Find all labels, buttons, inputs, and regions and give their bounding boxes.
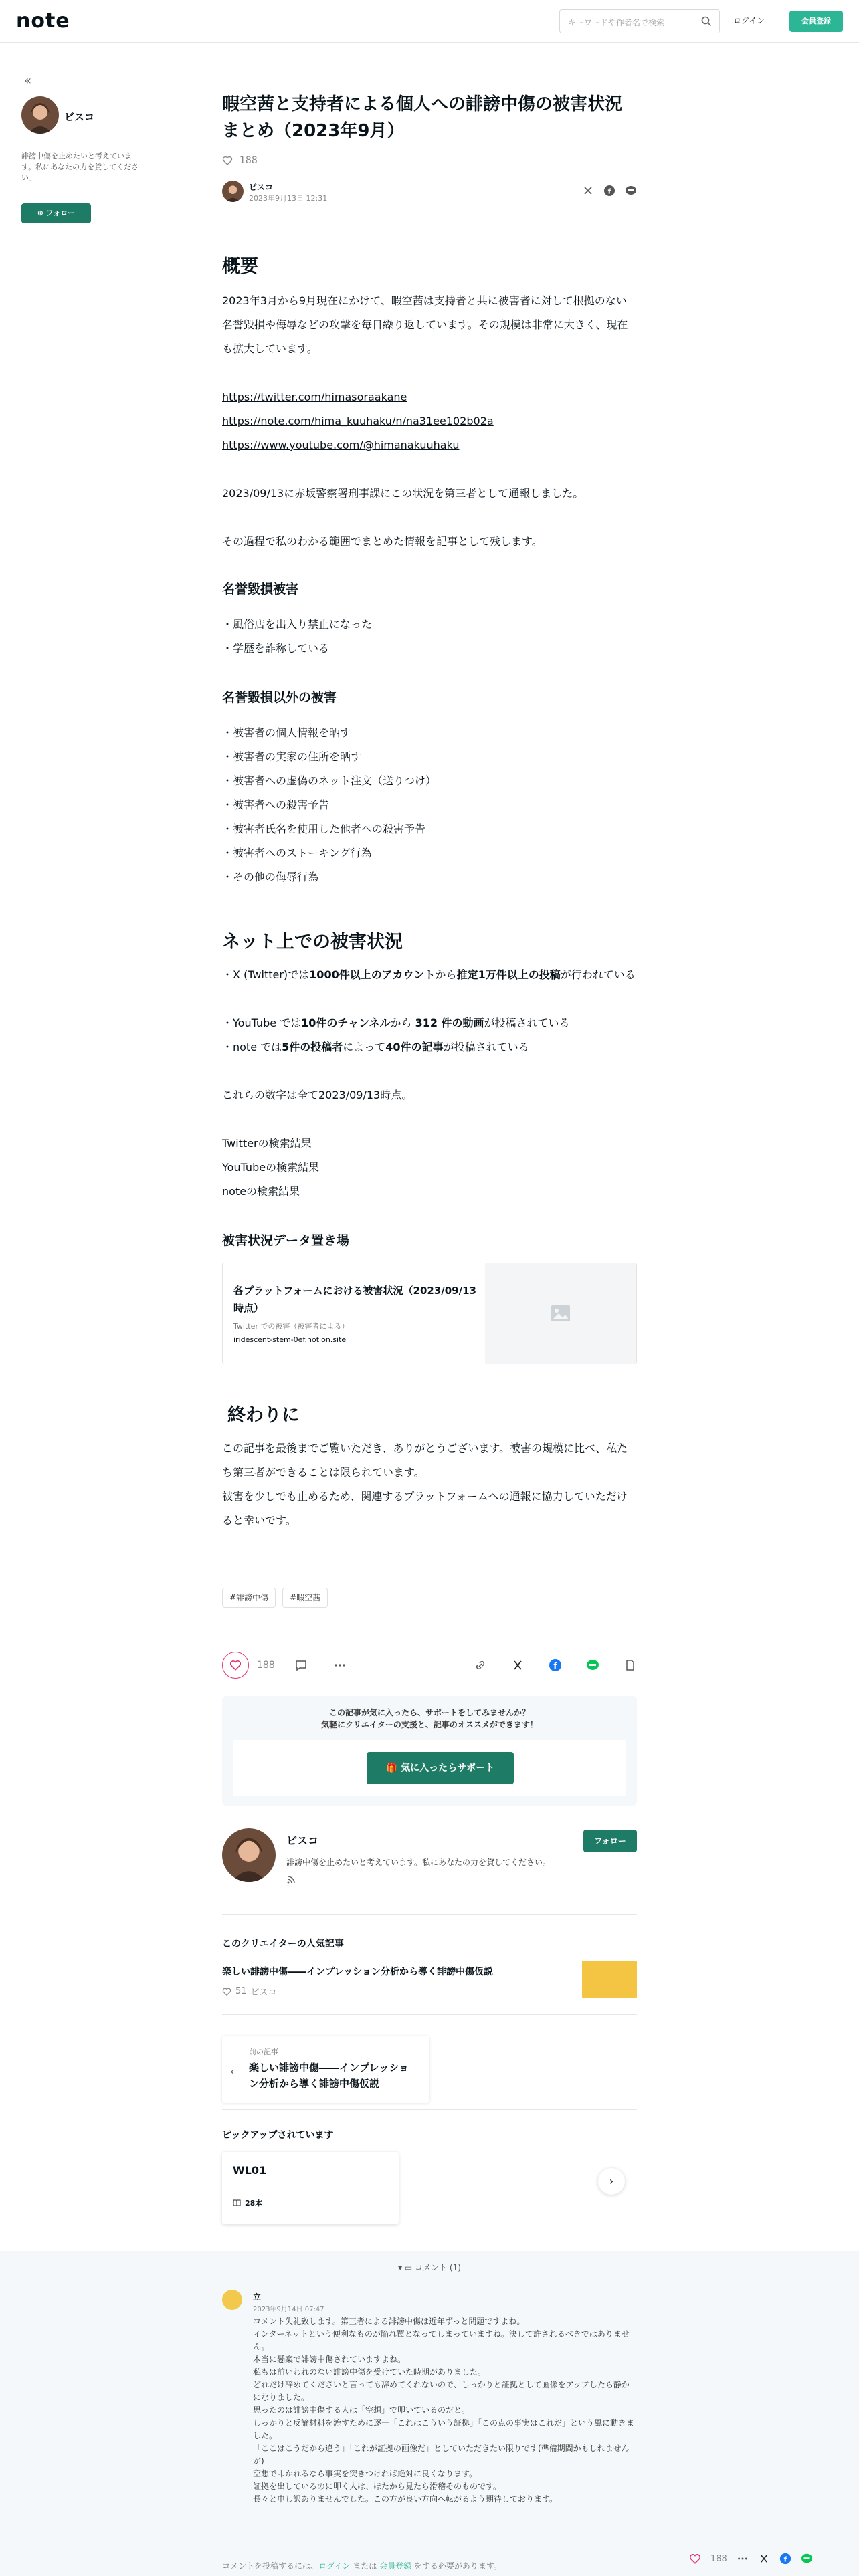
note-link[interactable]: https://note.com/hima_kuuhaku/n/na31ee102b02a [222,415,494,427]
magazine-count [233,2197,262,2208]
copy-link-icon[interactable] [474,1658,487,1672]
twitter-search-link[interactable]: Twitterの検索結果 [222,1137,312,1150]
search-placeholder: キーワードや作者名で検索 [568,18,665,27]
report-paragraph: 2023/09/13に赤坂警察署刑事課にこの状況を第三者として通報しました。 [222,487,584,500]
other-damage-item: ・被害者への虚偽のネット注文（送りつけ） [222,774,437,787]
as-of-note: これらの数字は全て2023/09/13時点。 [222,1089,413,1101]
magazine-count-label: 28本 [245,2199,263,2208]
defamation-item: ・学歴を詐称している [222,642,330,655]
section-heading-closing: 終わりに [227,1405,300,1426]
line-share-icon[interactable] [586,1658,599,1672]
popular-author: ビスコ [250,1988,277,1998]
article-action-row [222,1652,637,1681]
svg-text:f: f [783,2555,787,2564]
svg-text:f: f [553,1661,557,1671]
sidebar-description: 誹謗中傷を止めたいと考えています。私にあなたの力を貸してください。 [21,152,139,182]
line-share-icon[interactable] [625,185,637,197]
note-search-link[interactable]: noteの検索結果 [222,1185,300,1198]
support-box [222,1696,637,1806]
facebook-share-icon[interactable] [603,185,615,197]
x-share-icon[interactable] [758,2553,770,2565]
comment-toggle-label: コメント (1) [415,2263,461,2272]
defamation-item: ・風俗店を出入り禁止になった [222,618,373,631]
popular-article-meta [222,1985,277,1998]
comment-toggle[interactable] [0,2262,859,2273]
like-count: 188 [257,1660,275,1671]
comment-date: 2023年9月14日 07:47 [253,2306,324,2313]
twitter-link[interactable]: https://twitter.com/himasoraakane [222,391,407,403]
facebook-share-icon[interactable] [549,1658,562,1672]
collapse-sidebar-icon[interactable]: « [24,74,32,88]
heart-icon [229,1659,242,1671]
divider [222,1914,637,1915]
heading-data-store: 被害状況データ置き場 [222,1233,350,1248]
magazine-name: WL01 [233,2164,267,2177]
heart-icon[interactable] [689,2553,701,2565]
gift-icon: 🎁 [385,1763,401,1774]
other-damage-item: ・その他の侮辱行為 [222,871,319,883]
popular-heading: このクリエイターの人気記事 [222,1939,344,1949]
creator-profile [222,1819,637,1886]
popular-article-title[interactable]: 楽しい誹謗中傷――インプレッション分析から導く誹謗中傷仮説 [222,1967,494,1977]
youtube-link[interactable]: https://www.youtube.com/@himanakuuhaku [222,439,460,451]
comment-icon[interactable] [294,1658,308,1672]
popular-like-count: 51 [235,1986,247,1996]
link-embed-card[interactable] [222,1263,637,1364]
creator-avatar[interactable] [222,1828,276,1882]
previous-article-label: 前の記事 [249,2048,278,2056]
notice-signup-link[interactable]: 会員登録 [379,2561,412,2571]
support-button-label: 気に入ったらサポート [401,1763,495,1774]
caret-down-icon: ▾ [398,2263,405,2272]
sidebar-follow-label: フォロー [45,209,76,217]
search-input[interactable] [559,9,720,33]
more-options-icon[interactable] [737,2553,749,2565]
previous-article-title: 楽しい誹謗中傷――インプレッション分析から導く誹謗中傷仮説 [249,2062,409,2090]
embed-title: 各プラットフォームにおける被害状況（2023/09/13時点） [233,1285,476,1314]
sidebar-author-name[interactable]: ビスコ [64,111,95,123]
author-name[interactable]: ビスコ [249,183,274,192]
stat-twitter: ・X (Twitter)では1000件以上のアカウントから推定1万件以上の投稿が行われている [222,968,636,981]
previous-article-card[interactable] [222,2036,430,2103]
top-like-count[interactable] [222,155,258,166]
pickup-heading: ピックアップされています [222,2130,334,2141]
like-button[interactable] [222,1652,249,1679]
creator-name[interactable]: ビスコ [286,1834,319,1847]
hashtag[interactable]: #誹謗中傷 [222,1588,276,1608]
share-icons-top [582,185,637,197]
commenter-name[interactable]: 立 [253,2292,262,2302]
youtube-search-link[interactable]: YouTubeの検索結果 [222,1161,320,1174]
embed-host: iridescent-stem-0ef.notion.site [233,1335,347,1344]
embed-subtitle: Twitter での被害（被害者による） [233,1322,349,1331]
signup-button[interactable]: 会員登録 [789,11,843,32]
sidebar-avatar[interactable] [21,96,59,134]
note-logo[interactable]: note [16,9,70,33]
sidebar-follow-button[interactable] [21,203,91,223]
creator-description: 誹謗中傷を止めたいと考えています。私にあなたの力を貸してください。 [286,1858,551,1867]
more-options-icon[interactable] [333,1658,347,1672]
hashtag-list [222,1588,328,1608]
search-icon[interactable] [700,15,712,27]
section-heading-online-damage: ネット上での被害状況 [222,932,403,952]
heading-other-damage: 名誉毀損以外の被害 [222,690,337,705]
notice-login-link[interactable]: ログイン [318,2561,351,2571]
x-share-icon[interactable] [511,1658,524,1672]
comment-login-notice: コメントを投稿するには、ログイン または 会員登録 をする必要があります。 [222,2561,502,2571]
closing-paragraph-1: この記事を最後までご覧いただき、ありがとうございます。被害の規模に比べ、私たち第三者ができることは限られています。 [222,1442,628,1479]
comment-section [0,2251,859,2576]
add-user-icon: ⊕ [37,209,46,217]
facebook-share-icon[interactable] [779,2553,791,2565]
creator-follow-button[interactable]: フォロー [583,1830,637,1852]
heart-icon [222,155,233,166]
comment-body: コメント失礼致します。第三者による誹謗中傷は近年ずっと問題ですよね。 インターネットという便利なものが陥れ罠となってしまっていますね。決して許されるべきではありません。 本当に懸案で誹謗中傷されていますよね。 私もは前いわれのない誹謗中傷を受けていた時期がありました。 どれだけ辞めてくださいと言っても辞めてくれないので、しっかりと証拠として画像をアップしたら静かになりました。 思ったのは誹謗中傷する人は「空想」で叩いているのだと。 しっかりと反論材料を漉すために逐一「これはこういう証拠」「この点の事実はこれだ」という風に動きました。 「ここはこうだから違う」「これが証拠の画像だ」としていただきたい限りです(準備期間かもしれませんが) 空想で叩かれるなら事実を突きつければ絶対に良くなります。 証拠を出しているのに叩く人は、ほたから見たら滑稽そのものです。 長々と申し訳ありませんでした。この方が良い方向へ転がるよう期待しております。 [253,2317,635,2504]
other-damage-item: ・被害者氏名を使用した他者への殺害予告 [222,823,426,835]
svg-text:f: f [607,187,611,196]
magazine-card[interactable] [222,2152,399,2224]
hashtag[interactable]: #暇空茜 [282,1588,328,1608]
commenter-avatar[interactable] [222,2290,242,2310]
bottom-like-count: 188 [710,2553,727,2564]
heading-defamation: 名誉毀損被害 [222,582,299,597]
popular-article-thumbnail[interactable] [582,1961,637,1998]
process-paragraph: その過程で私のわかる範囲でまとめた情報を記事として残します。 [222,535,543,548]
chevron-left-icon: ‹ [230,2065,235,2078]
publish-date: 2023年9月13日 12:31 [249,194,328,203]
support-button[interactable] [367,1752,514,1784]
author-avatar[interactable] [222,181,244,202]
carousel-next-button[interactable]: › [598,2168,625,2195]
other-damage-item: ・被害者の個人情報を晒す [222,726,351,739]
section-heading-overview: 概要 [222,256,258,277]
closing-paragraph-2: 被害を少しでも止めるため、関連するプラットフォームへの通報に協力していただけると幸いです。 [222,1490,628,1527]
stat-youtube: ・YouTube では10件のチャンネルから 312 件の動画が投稿されている [222,1016,570,1029]
support-text [222,1707,637,1731]
support-inner [233,1740,626,1796]
intro-paragraph: 2023年3月から9月現在にかけて、暇空茜は支持者と共に被害者に対して根拠のない名誉毀損や侮辱などの攻撃を毎日繰り返しています。その規模は非常に大きく、現在も拡大しています。 [222,294,628,355]
stat-note: ・note では5件の投稿者によって40件の記事が投稿されている [222,1041,529,1053]
login-link[interactable]: ログイン [733,16,765,25]
top-like-number: 188 [240,155,258,166]
comment-icon: ▭ [404,2263,415,2272]
divider [222,2014,637,2015]
heart-icon [222,1987,231,1996]
divider [222,2109,637,2110]
rss-icon[interactable] [286,1875,296,1885]
other-damage-item: ・被害者の実家の住所を晒す [222,750,362,763]
top-header [0,0,859,43]
book-icon [233,2199,241,2207]
x-share-icon[interactable] [582,185,594,197]
line-share-icon[interactable] [801,2553,813,2565]
support-text-line: この記事が気に入ったら、サポートをしてみませんか？ [328,1708,530,1717]
other-damage-item: ・被害者への殺害予告 [222,798,330,811]
article-title: 暇空茜と支持者による個人への誹謗中傷の被害状況まとめ（2023年9月） [222,94,623,141]
embed-icon[interactable] [624,1658,637,1672]
other-damage-item: ・被害者へのストーキング行為 [222,847,372,859]
bottom-action-bar [689,2549,813,2568]
image-placeholder-icon [485,1263,636,1364]
support-text-line: 気軽にクリエイターの支援と、記事のオススメができます！ [321,1720,538,1729]
author-row [222,181,637,205]
